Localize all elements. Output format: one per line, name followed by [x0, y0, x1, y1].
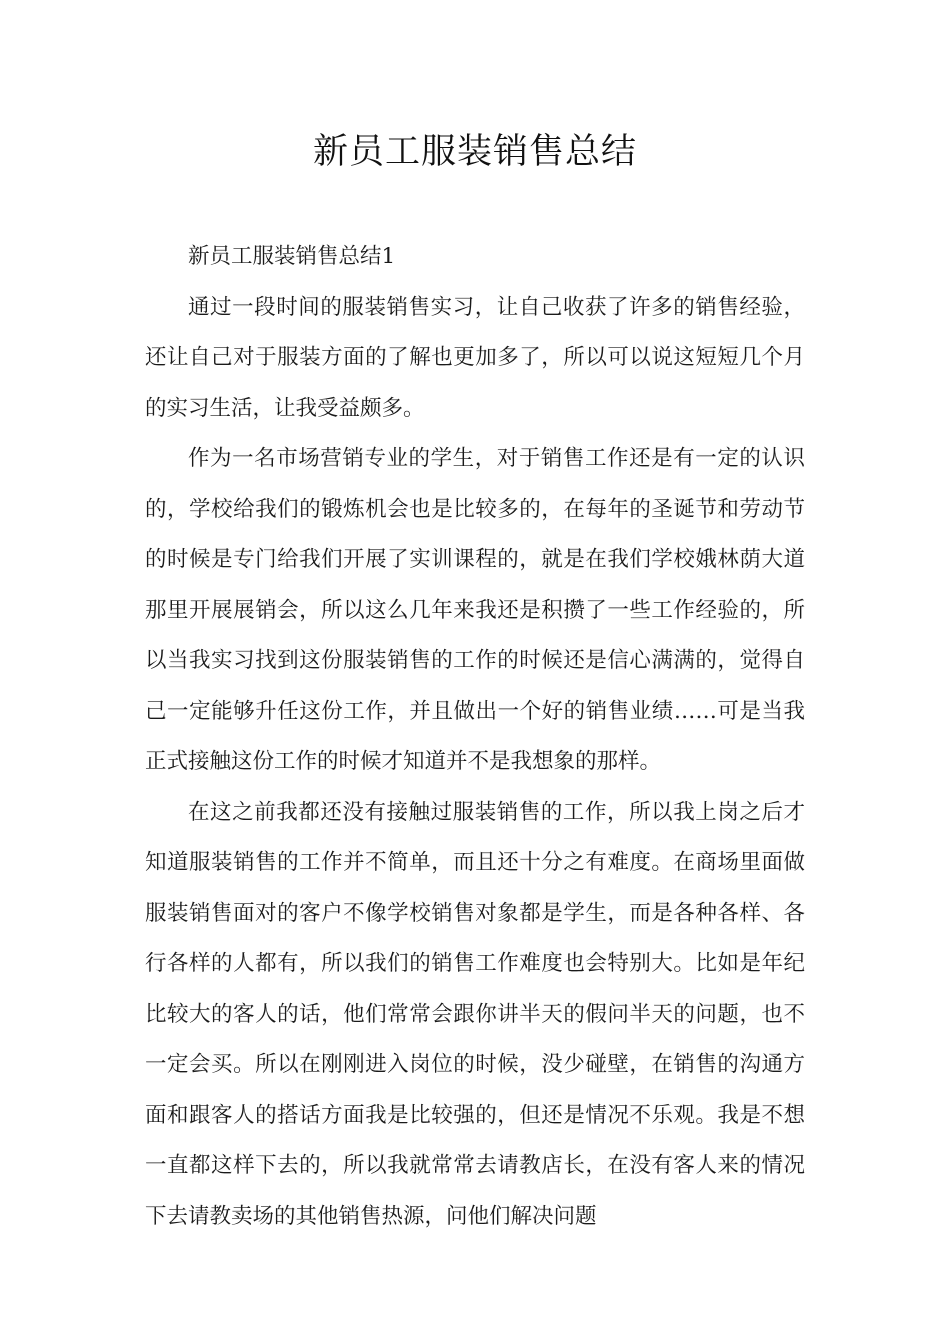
paragraph-3: 在这之前我都还没有接触过服装销售的工作，所以我上岗之后才知道服装销售的工作并不简单，而且还十分之有难度。在商场里面做服装销售面对的客户不像学校销售对象都是学生，而是各种各样、各行各样的人都有，所以我们的销售工作难度也会特别大。比如是年纪比较大的客人的话，他们常常会跟你讲半天的假问半天的问题，也不一定会买。所以在刚刚进入岗位的时候，没少碰壁，在销售的沟通方面和跟客人的搭话方面我是比较强的，但还是情况不乐观。我是不想一直都这样下去的，所以我就常常去请教店长，在没有客人来的情况下去请教卖场的其他销售热源，问他们解决问题 — [145, 799, 805, 1229]
document-title: 新员工服装销售总结 — [312, 132, 637, 172]
paragraph-2: 作为一名市场营销专业的学生，对于销售工作还是有一定的认识的，学校给我们的锻炼机会也是比较多的，在每年的圣诞节和劳动节的时候是专门给我们开展了实训课程的，就是在我们学校娥林荫大道那里开展展销会，所以这么几年来我还是积攒了一些工作经验的，所以当我实习找到这份服装销售的工作的时候还是信心满满的，觉得自己一定能够升任这份工作，并且做出一个好的销售业绩……可是当我正式接触这份工作的时候才知道并不是我想象的那样。 — [145, 446, 805, 774]
document-body — [145, 232, 805, 1242]
section-heading: 新员工服装销售总结1 — [188, 244, 396, 269]
paragraph-1: 通过一段时间的服装销售实习，让自己收获了许多的销售经验，还让自己对于服装方面的了解也更加多了，所以可以说这短短几个月的实习生活，让我受益颇多。 — [145, 294, 805, 421]
